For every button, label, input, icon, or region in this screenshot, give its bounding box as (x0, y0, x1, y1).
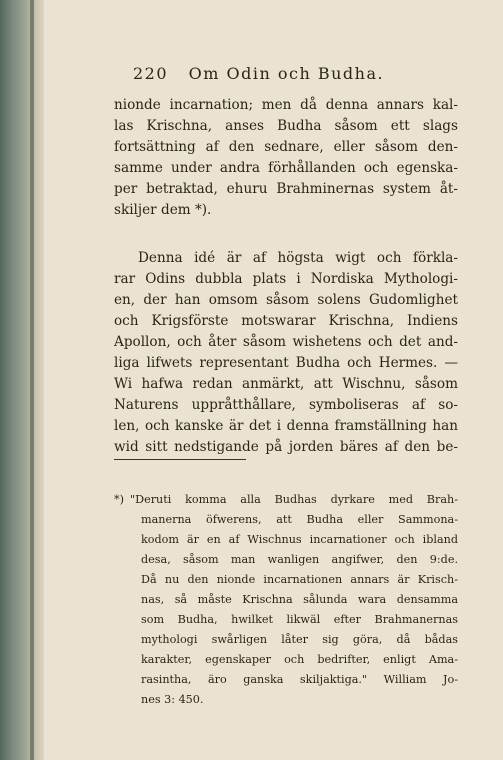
page-header (133, 64, 433, 83)
text-line: Wi hafwa redan anmärkt, att Wischnu, såsom (114, 376, 458, 392)
paragraph-1 (114, 95, 458, 221)
page-number: 220 (133, 64, 169, 83)
footnote-line: karakter, egenskaper och bedrifter, enligt Ama- (141, 653, 458, 666)
footnote-line: som Budha, hwilket likwäl efter Brahmanernas (141, 613, 458, 626)
text-line: Apollon, och åter såsom wishetens och det and- (114, 334, 458, 350)
text-line: per betraktad, ehuru Brahminernas system åt- (114, 181, 458, 197)
footnote-line: mythologi swårligen låter sig göra, då bådas (141, 633, 458, 646)
text-line: wid sitt nedstigande på jorden bäres af den be- (114, 439, 458, 455)
text-line: len, och kanske är det i denna framställning han (114, 418, 458, 434)
footnote-marker: *) (114, 493, 124, 506)
text-line: skiljer dem *). (114, 202, 212, 218)
book-binding (0, 0, 44, 760)
footnote-line: Då nu den nionde incarnationen annars är Krisch- (141, 573, 458, 586)
footnote-line: nas, så måste Krischna sålunda wara densamma (141, 593, 458, 606)
text-line: fortsättning af den sednare, eller såsom den- (114, 139, 458, 155)
text-line: rar Odins dubbla plats i Nordiska Mythologi- (114, 271, 458, 287)
text-line: nionde incarnation; men då denna annars kal- (114, 97, 458, 113)
footnote-line (114, 490, 458, 510)
text-line: samme under andra förhållanden och egenska- (114, 160, 458, 176)
footnote (114, 490, 458, 710)
text-line: Denna idé är af högsta wigt och förkla- (138, 250, 458, 266)
text-line: en, der han omsom såsom solens Gudomlighet (114, 292, 458, 308)
footnote-line: nes 3: 450. (141, 693, 204, 706)
text-line: las Krischna, anses Budha såsom ett slags (114, 118, 458, 134)
text-line: och Krigsförste motswarar Krischna, Indiens (114, 313, 458, 329)
paragraph-2 (114, 248, 458, 458)
text-line: Naturens uppråtthållare, symboliseras af so- (114, 397, 458, 413)
footnote-rule (114, 459, 246, 460)
binding-edge (30, 0, 34, 760)
text-line: liga lifwets representant Budha och Hermes. — (114, 355, 458, 371)
footnote-line: desa, såsom man wanligen angifwer, den 9:de. (141, 553, 458, 566)
footnote-line: manerna öfwerens, att Budha eller Sammona- (141, 513, 458, 526)
footnote-line: rasintha, äro ganska skiljaktiga." William Jo- (141, 673, 458, 686)
running-title: Om Odin och Budha. (188, 64, 385, 83)
footnote-text: "Deruti komma alla Budhas dyrkare med Brah- (129, 493, 458, 506)
footnote-line: kodom är en af Wischnus incarnationer och ibland (141, 533, 458, 546)
